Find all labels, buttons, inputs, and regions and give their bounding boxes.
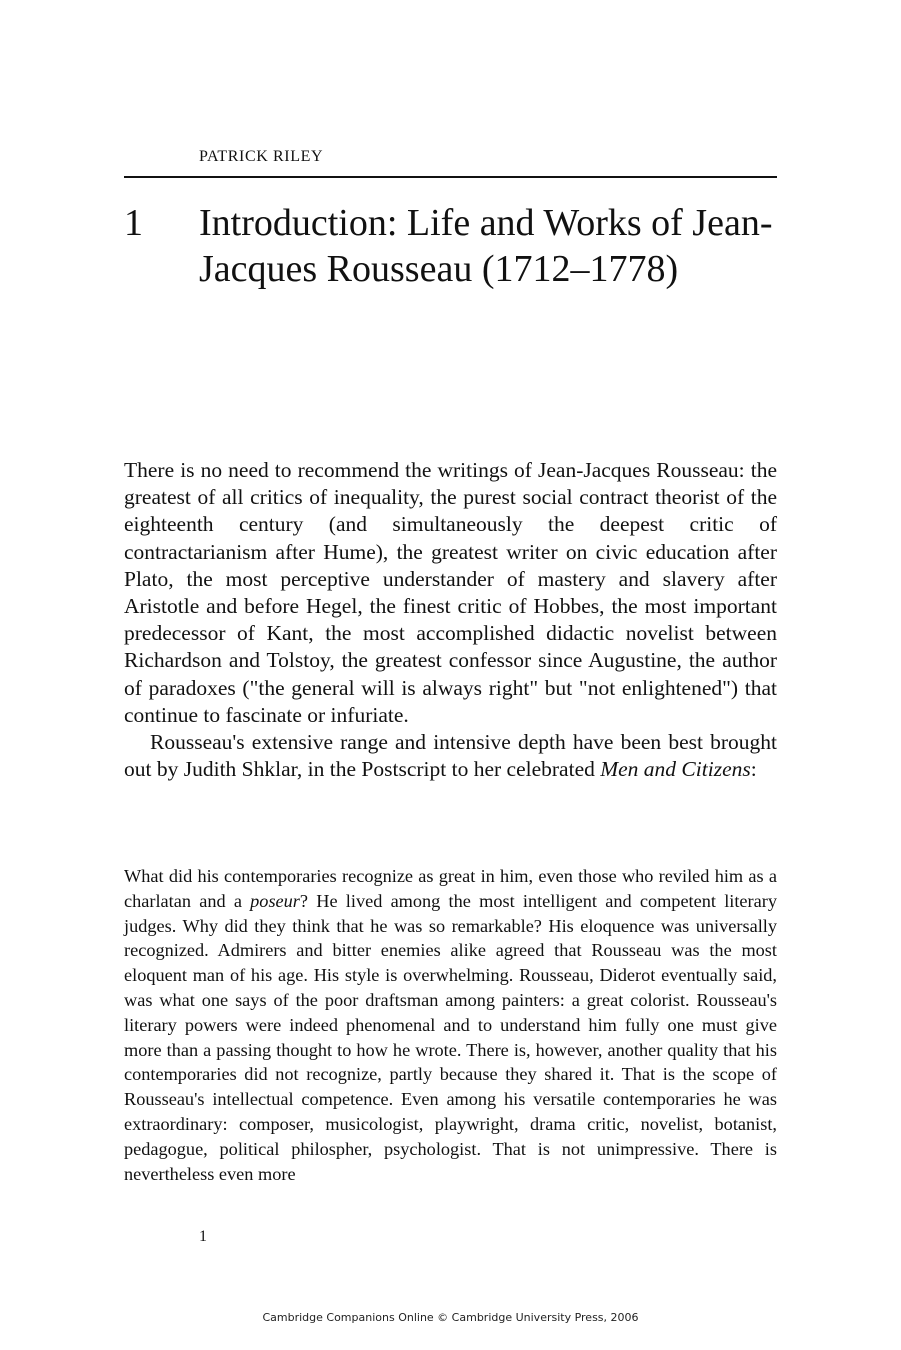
chapter-title: Introduction: Life and Works of Jean-Jacques Rousseau (1712–1778): [199, 202, 773, 290]
paragraph-text: Rousseau's extensive range and intensive depth have been best brought out by Judith Shklar, in the Postscript to her celebrated: [124, 730, 777, 782]
chapter-number: 1: [124, 202, 143, 244]
block-quote: [124, 864, 777, 1186]
copyright-footer: Cambridge Companions Online © Cambridge University Press, 2006: [262, 1311, 639, 1324]
page-number: 1: [199, 1228, 207, 1245]
body-text: [124, 457, 777, 783]
header-rule: [124, 176, 777, 178]
paragraph: [124, 729, 777, 783]
running-head-author: PATRICK RILEY: [199, 148, 324, 165]
book-title-italic: Men and Citizens: [600, 757, 751, 782]
quote-italic: poseur: [250, 890, 300, 911]
paragraph-text: :: [750, 757, 757, 782]
paragraph: There is no need to recommend the writings of Jean-Jacques Rousseau: the greatest of all critics of inequality, the purest social contract theorist of the eighteenth century (and simultaneously the deepest critic of contractarianism after Hume), the greatest writer on civic education after Plato, the most perceptive understander of mastery and slavery after Aristotle and before Hegel, the finest critic of Hobbes, the most important predecessor of Kant, the most accomplished didactic novelist between Richardson and Tolstoy, the greatest confessor since Augustine, the author of paradoxes ("the general will is always right" but "not enlightened") that continue to fascinate or infuriate.: [124, 458, 777, 727]
quote-text: ? He lived among the most intelligent and competent literary judges. Why did they think that he was so remarkable? His eloquence was universally recognized. Admirers and bitter enemies alike agreed that Rousseau was the most eloquent man of his age. His style is overwhelming. Rousseau, Diderot eventually said, was what one says of the poor draftsman among painters: a great colorist. Rousseau's literary powers were indeed phenomenal and to understand him fully one must give more than a passing thought to how he wrote. There is, however, another quality that his contemporaries did not recognize, partly because they shared it. That is the scope of Rousseau's intellectual competence. Even among his versatile contemporaries he was extraordinary: composer, musicologist, playwright, drama critic, novelist, botanist, pedagogue, political philospher, psychologist. That is not unimpressive. There is nevertheless even more: [124, 890, 777, 1184]
quote-text: What did his contemporaries recognize as great in him, even those who reviled him as a charlatan and a: [124, 866, 777, 911]
